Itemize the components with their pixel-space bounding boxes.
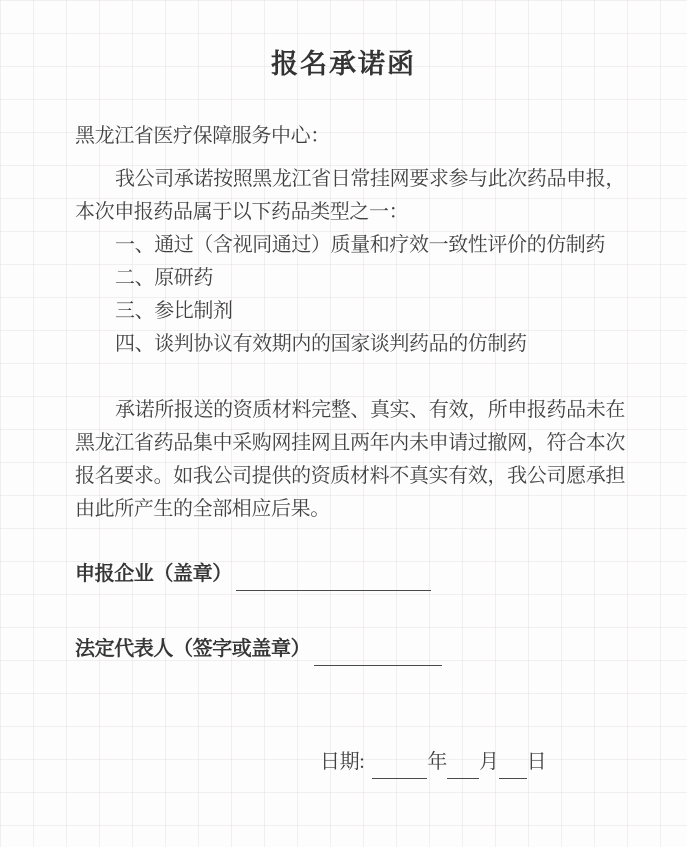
date-line	[320, 746, 625, 779]
date-month-label: 月	[478, 751, 499, 773]
company-signature-line	[75, 558, 625, 591]
date-day-label: 日	[526, 751, 547, 773]
company-signature-label: 申报企业（盖章）	[75, 563, 232, 585]
document-body	[75, 120, 625, 779]
drug-type-item-1: 一、通过（含视同通过）质量和疗效一致性评价的仿制药	[115, 234, 605, 256]
declaration-paragraph: 承诺所报送的资质材料完整、真实、有效，所申报药品未在黑龙江省药品集中采购网挂网且两年内未申请过撤网，符合本次报名要求。如我公司提供的资质材料不真实有效，我公司愿承担由此所产生的全部相应后果。	[75, 399, 625, 520]
drug-type-item-3: 三、参比制剂	[115, 300, 233, 322]
date-year-blank	[372, 754, 427, 779]
addressee-line: 黑龙江省医疗保障服务中心：	[75, 125, 330, 147]
date-day-blank	[499, 754, 527, 779]
representative-signature-line	[75, 633, 625, 666]
commitment-paragraph: 我公司承诺按照黑龙江省日常挂网要求参与此次药品申报，本次申报药品属于以下药品类型之一：	[75, 168, 625, 223]
drug-type-list	[75, 229, 625, 361]
company-signature-blank	[236, 566, 431, 591]
date-year-label: 年	[427, 751, 447, 773]
document-title: 报名承诺函	[271, 49, 416, 79]
representative-signature-blank	[314, 641, 442, 666]
representative-signature-label: 法定代表人（签字或盖章）	[75, 638, 311, 660]
drug-type-item-2: 二、原研药	[115, 267, 213, 289]
drug-type-item-4: 四、谈判协议有效期内的国家谈判药品的仿制药	[115, 333, 527, 355]
date-month-blank	[447, 754, 479, 779]
date-label: 日期:	[320, 751, 365, 773]
